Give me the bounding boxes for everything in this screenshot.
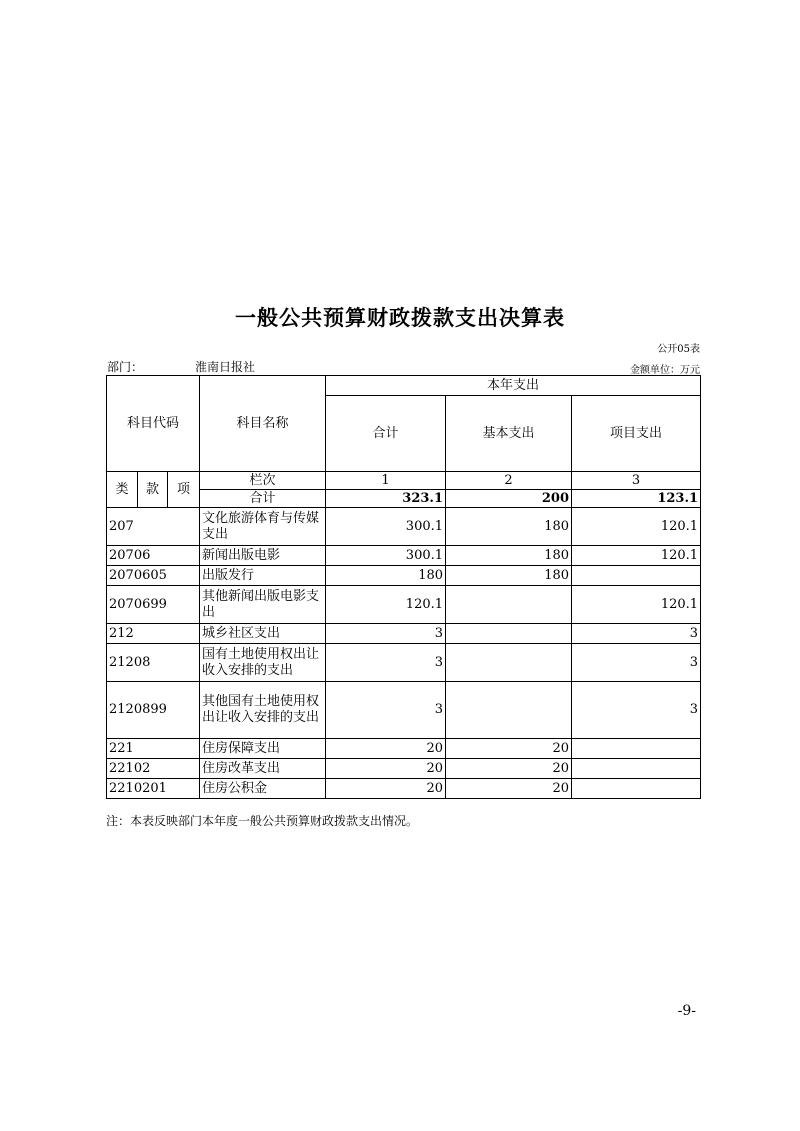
header-col3: 3 bbox=[572, 472, 701, 490]
table-row bbox=[107, 682, 701, 739]
row-name: 城乡社区支出 bbox=[200, 624, 326, 644]
table-row bbox=[107, 759, 701, 779]
header-col1: 1 bbox=[326, 472, 446, 490]
row-basic: 180 bbox=[446, 546, 572, 566]
header-basic: 基本支出 bbox=[446, 396, 572, 472]
row-code: 22102 bbox=[107, 759, 200, 779]
row-code: 2070699 bbox=[107, 586, 200, 624]
form-code: 公开05表 bbox=[657, 344, 700, 355]
row-code: 2120899 bbox=[107, 682, 200, 739]
header-xiang: 项 bbox=[168, 472, 200, 508]
row-project bbox=[572, 739, 701, 759]
page-number: -9- bbox=[677, 1003, 696, 1019]
department-line bbox=[107, 358, 255, 375]
row-basic bbox=[446, 586, 572, 624]
row-code: 212 bbox=[107, 624, 200, 644]
page-title: 一般公共预算财政拨款支出决算表 bbox=[235, 306, 565, 330]
amount-unit: 金额单位：万元 bbox=[630, 365, 700, 376]
header-current-year: 本年支出 bbox=[326, 376, 701, 396]
row-project bbox=[572, 566, 701, 586]
row-project: 120.1 bbox=[572, 508, 701, 546]
row-project: 3 bbox=[572, 624, 701, 644]
row-name: 出版发行 bbox=[200, 566, 326, 586]
row-basic: 20 bbox=[446, 759, 572, 779]
header-kuan: 款 bbox=[138, 472, 168, 508]
row-name: 国有土地使用权出让收入安排的支出 bbox=[200, 644, 326, 682]
row-code: 21208 bbox=[107, 644, 200, 682]
row-total: 3 bbox=[326, 644, 446, 682]
row-project bbox=[572, 779, 701, 799]
row-code: 2210201 bbox=[107, 779, 200, 799]
row-basic bbox=[446, 624, 572, 644]
row-name: 新闻出版电影 bbox=[200, 546, 326, 566]
header-col2: 2 bbox=[446, 472, 572, 490]
header-subject-name: 科目名称 bbox=[200, 376, 326, 472]
table-row bbox=[107, 546, 701, 566]
row-total: 300.1 bbox=[326, 546, 446, 566]
total-amount: 323.1 bbox=[326, 490, 446, 508]
row-name: 住房改革支出 bbox=[200, 759, 326, 779]
row-project bbox=[572, 759, 701, 779]
header-column-label: 栏次 bbox=[200, 472, 326, 490]
row-name: 文化旅游体育与传媒支出 bbox=[200, 508, 326, 546]
department-name: 淮南日报社 bbox=[195, 360, 256, 374]
row-total: 3 bbox=[326, 624, 446, 644]
header-project: 项目支出 bbox=[572, 396, 701, 472]
row-basic bbox=[446, 682, 572, 739]
row-project: 3 bbox=[572, 644, 701, 682]
table-row bbox=[107, 508, 701, 546]
row-total: 20 bbox=[326, 759, 446, 779]
table-note: 注：本表反映部门本年度一般公共预算财政拨款支出情况。 bbox=[106, 814, 419, 828]
total-label: 合计 bbox=[200, 490, 326, 508]
row-project: 120.1 bbox=[572, 586, 701, 624]
department-label: 部门： bbox=[107, 360, 144, 374]
total-project: 123.1 bbox=[572, 490, 701, 508]
row-project: 3 bbox=[572, 682, 701, 739]
row-total: 20 bbox=[326, 739, 446, 759]
row-total: 3 bbox=[326, 682, 446, 739]
header-lei: 类 bbox=[107, 472, 138, 508]
row-code: 20706 bbox=[107, 546, 200, 566]
row-basic: 20 bbox=[446, 739, 572, 759]
row-total: 120.1 bbox=[326, 586, 446, 624]
table-row bbox=[107, 644, 701, 682]
header-subject-code: 科目代码 bbox=[107, 376, 200, 472]
table-row bbox=[107, 566, 701, 586]
row-code: 2070605 bbox=[107, 566, 200, 586]
row-code: 221 bbox=[107, 739, 200, 759]
row-name: 其他国有土地使用权出让收入安排的支出 bbox=[200, 682, 326, 739]
row-total: 180 bbox=[326, 566, 446, 586]
row-name: 其他新闻出版电影支出 bbox=[200, 586, 326, 624]
row-basic: 180 bbox=[446, 508, 572, 546]
expenditure-table bbox=[106, 375, 701, 799]
table-row bbox=[107, 586, 701, 624]
row-code: 207 bbox=[107, 508, 200, 546]
row-basic: 20 bbox=[446, 779, 572, 799]
row-basic: 180 bbox=[446, 566, 572, 586]
row-name: 住房公积金 bbox=[200, 779, 326, 799]
table-row bbox=[107, 739, 701, 759]
row-total: 300.1 bbox=[326, 508, 446, 546]
table-row bbox=[107, 779, 701, 799]
table-row bbox=[107, 624, 701, 644]
row-total: 20 bbox=[326, 779, 446, 799]
row-basic bbox=[446, 644, 572, 682]
row-name: 住房保障支出 bbox=[200, 739, 326, 759]
header-total: 合计 bbox=[326, 396, 446, 472]
row-project: 120.1 bbox=[572, 546, 701, 566]
total-basic: 200 bbox=[446, 490, 572, 508]
